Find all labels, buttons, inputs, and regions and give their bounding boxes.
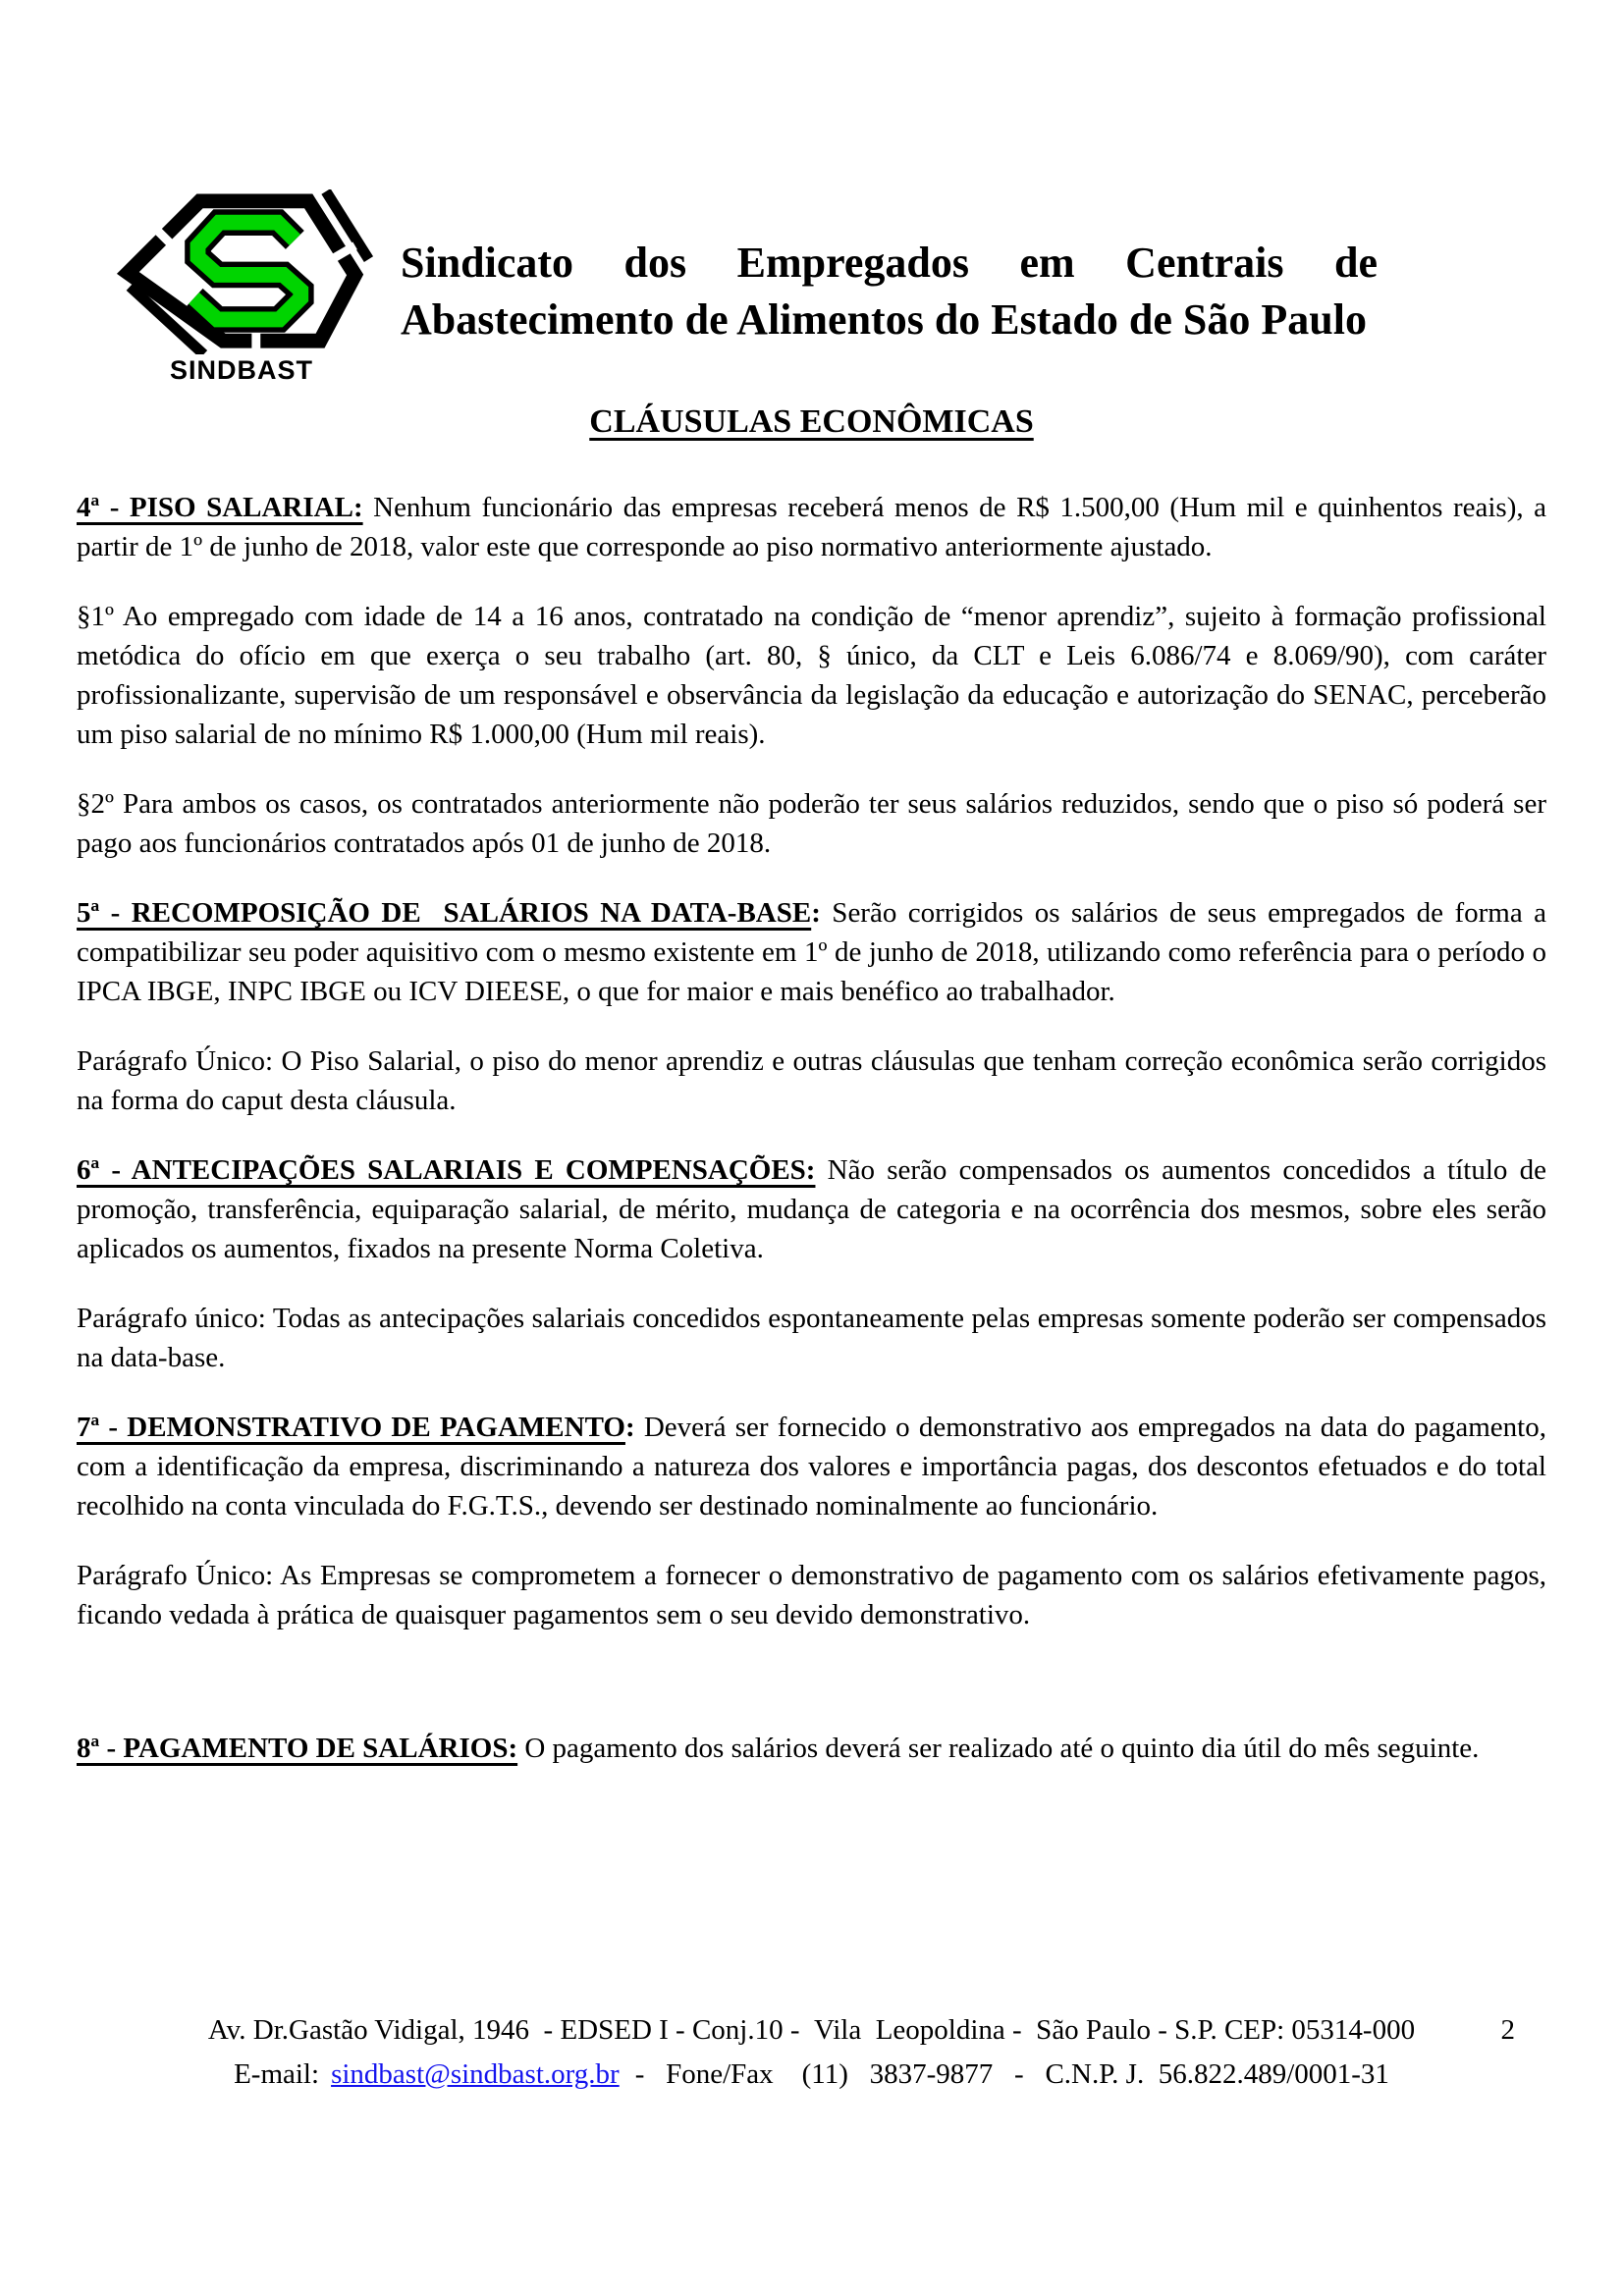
org-title-line1: Sindicato dos Empregados em Centrais de bbox=[401, 239, 1378, 287]
clause-heading-suffix: : bbox=[811, 897, 821, 929]
org-title bbox=[401, 235, 1378, 348]
paragraph-unico-demonstrativo bbox=[77, 1556, 1546, 1634]
clause-heading-suffix: : bbox=[624, 1412, 635, 1443]
clause-text: O pagamento dos salários deverá ser realizado até o quinto dia útil do mês seguinte. bbox=[517, 1733, 1480, 1764]
clause-text: Parágrafo Único: As Empresas se comprometem a fornecer o demonstrativo de pagamento com os salários efetivamente pagos, ficando vedada à prática de quaisquer pagamentos sem o seu devido demonstrativo. bbox=[77, 1560, 1546, 1630]
clause-heading: 4ª - PISO SALARIAL: bbox=[77, 492, 363, 523]
paragraph-clause-8-pagamento bbox=[77, 1729, 1546, 1768]
paragraph-1-menor-aprendiz bbox=[77, 597, 1546, 754]
sindbast-logo bbox=[110, 189, 373, 386]
sindbast-hexagon-icon bbox=[110, 189, 373, 354]
clause-text: Não serão compensados os aumentos concedidos a título de promoção, transferência, equiparação salarial, de mérito, mudança de categoria e na ocorrência dos mesmos, sobre eles serão aplicados os aumentos, fixados na presente Norma Coletiva. bbox=[77, 1154, 1546, 1264]
clause-heading: 5ª - RECOMPOSIÇÃO DE SALÁRIOS NA DATA-BASE bbox=[77, 897, 812, 929]
clause-text: Deverá ser fornecido o demonstrativo aos empregados na data do pagamento, com a identificação da empresa, discriminando a natureza dos valores e importância pagas, dos descontos efetuados e do total recolhido na conta vinculada do F.G.T.S., devendo ser destinado nominalmente ao funcionário. bbox=[77, 1412, 1546, 1522]
page-number: 2 bbox=[1500, 2014, 1515, 2046]
clause-text: §1º Ao empregado com idade de 14 a 16 anos, contratado na condição de “menor aprendiz”, sujeito à formação profissional metódica do ofício em que exerça o seu trabalho (art. 80, § único, da CLT e Leis 6.086/74 e 8.069/90), com caráter profissionalizante, supervisão de um responsável e observância da legislação da educação e autorização do SENAC, perceberão um piso salarial de no mínimo R$ 1.000,00 (Hum mil reais). bbox=[77, 601, 1546, 750]
paragraph-clause-5-recomposicao bbox=[77, 893, 1546, 1011]
clause-heading: 8ª - PAGAMENTO DE SALÁRIOS: bbox=[77, 1733, 518, 1764]
logo-label: SINDBAST bbox=[169, 355, 313, 385]
paragraph-unico-antecipacoes bbox=[77, 1299, 1546, 1377]
document-body bbox=[77, 488, 1546, 1768]
document-header bbox=[77, 189, 1546, 386]
clause-heading: 6ª - ANTECIPAÇÕES SALARIAIS E COMPENSAÇÕES: bbox=[77, 1154, 816, 1186]
paragraph-clause-4-piso-salarial bbox=[77, 488, 1546, 566]
paragraph-clause-6-antecipacoes bbox=[77, 1150, 1546, 1268]
clause-text: Parágrafo único: Todas as antecipações salariais concedidos espontaneamente pelas empresas somente poderão ser compensados na data-base. bbox=[77, 1303, 1546, 1373]
org-title-line2: Abastecimento de Alimentos do Estado de São Paulo bbox=[401, 295, 1367, 344]
footer-address: Av. Dr.Gastão Vidigal, 1946 - EDSED I - Conj.10 - Vila Leopoldina - São Paulo - S.P. CEP: 05314-000 bbox=[207, 2014, 1416, 2046]
clause-text: §2º Para ambos os casos, os contratados anteriormente não poderão ter seus salários reduzidos, sendo que o piso só poderá ser pago aos funcionários contratados após 01 de junho de 2018. bbox=[77, 788, 1546, 859]
paragraph-2-salarios-reduzidos bbox=[77, 784, 1546, 863]
paragraph-unico-piso bbox=[77, 1041, 1546, 1120]
footer-contact-line bbox=[77, 2053, 1546, 2097]
section-title: CLÁUSULAS ECONÔMICAS bbox=[589, 403, 1034, 440]
clause-text: Serão corrigidos os salários de seus empregados de forma a compatibilizar seu poder aquisitivo com o mesmo existente em 1º de junho de 2018, utilizando como referência para o período o IPCA IBGE, INPC IBGE ou ICV DIEESE, o que for maior e mais benéfico ao trabalhador. bbox=[77, 897, 1547, 1007]
clause-text: Parágrafo Único: O Piso Salarial, o piso do menor aprendiz e outras cláusulas que tenham correção econômica serão corrigidos na forma do caput desta cláusula. bbox=[77, 1045, 1546, 1116]
email-link[interactable]: sindbast@sindbast.org.br bbox=[331, 2058, 620, 2090]
footer-contact: - Fone/Fax (11) 3837-9877 - C.N.P. J. 56.822.489/0001-31 bbox=[634, 2058, 1389, 2090]
clause-heading: 7ª - DEMONSTRATIVO DE PAGAMENTO bbox=[77, 1412, 625, 1443]
clause-text: Nenhum funcionário das empresas receberá menos de R$ 1.500,00 (Hum mil e quinhentos reais), a partir de 1º de junho de 2018, valor este que corresponde ao piso normativo anteriormente ajustado. bbox=[77, 492, 1546, 562]
email-label: E-mail: bbox=[234, 2058, 320, 2090]
document-footer bbox=[77, 2008, 1546, 2097]
paragraph-clause-7-demonstrativo bbox=[77, 1408, 1546, 1525]
